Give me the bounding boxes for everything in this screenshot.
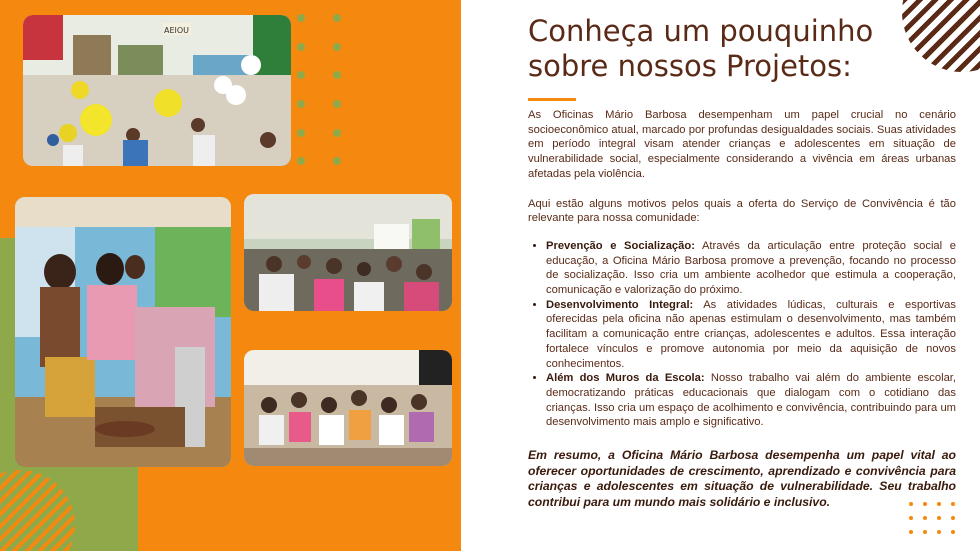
photo-outdoor-market xyxy=(15,197,231,467)
list-item xyxy=(546,239,956,298)
bullet-text: As atividades lúdicas, culturais e esportivas oferecidas pela oficina não apenas estimulam o desenvolvimento, mas também facilitam a comunicação entre crianças, adolescentes e adultos. Essa interação fortalece vínculos e promove autonomia por meio da aquisição de novos conhecimentos. xyxy=(546,298,956,370)
orange-dots-decoration xyxy=(909,502,969,542)
bullet-term: Prevenção e Socialização: xyxy=(546,239,695,252)
reasons-list xyxy=(528,239,956,430)
body-text xyxy=(528,108,956,430)
intro-paragraph: As Oficinas Mário Barbosa desempenham um papel crucial no cenário socioeconômico atual, marcado por profundas desigualdades sociais. Suas atividades em período integral visam atender crianças e adolescentes em situação de vulnerabilidade social, especialmente considerando a vivência em áreas urbanas afetadas pela violência. xyxy=(528,109,956,180)
title-line-1: Conheça um pouquinho xyxy=(528,14,874,48)
photo-children-group xyxy=(244,350,452,466)
title-underline xyxy=(528,98,576,101)
striped-circle-top-right xyxy=(902,0,980,72)
classroom-sign: AEIOU xyxy=(164,26,190,35)
list-item xyxy=(546,371,956,430)
right-content xyxy=(461,0,980,551)
photo-meeting-room xyxy=(244,194,452,311)
summary-paragraph: Em resumo, a Oficina Mário Barbosa desempenha um papel vital ao oferecer oportunidades de crescimento, aprendizado e convivência para crianças e adolescentes em situação de vulnerabilidade. Seu trabalho contribui para um mundo mais solidário e inclusivo. xyxy=(528,448,956,509)
bullet-term: Desenvolvimento Integral: xyxy=(546,298,694,311)
bullet-text: Através da articulação entre proteção social e educação, a Oficina Mário Barbosa promove a prevenção, focando no processo de socialização. Isso cria um ambiente acolhedor que estimula a cooperação, comunicação e valorização do próximo. xyxy=(546,239,956,297)
photo-classroom-balloons xyxy=(23,15,291,166)
left-decorative-panel xyxy=(0,0,461,551)
reasons-intro-paragraph: Aqui estão alguns motivos pelos quais a oferta do Serviço de Convivência é tão relevante para nossa comunidade: xyxy=(528,197,956,225)
title-line-2: sobre nossos Projetos: xyxy=(528,49,852,83)
bullet-text: Nosso trabalho vai além do ambiente escolar, democratizando práticas educacionais que dialogam com o cotidiano das crianças. Isso cria um espaço de acolhimento e convivência, contribuindo para um desenvolvimento mais amplo e significativo. xyxy=(546,372,957,429)
bullet-term: Além dos Muros da Escola: xyxy=(546,372,705,385)
page-title xyxy=(528,14,908,84)
list-item xyxy=(546,298,956,372)
